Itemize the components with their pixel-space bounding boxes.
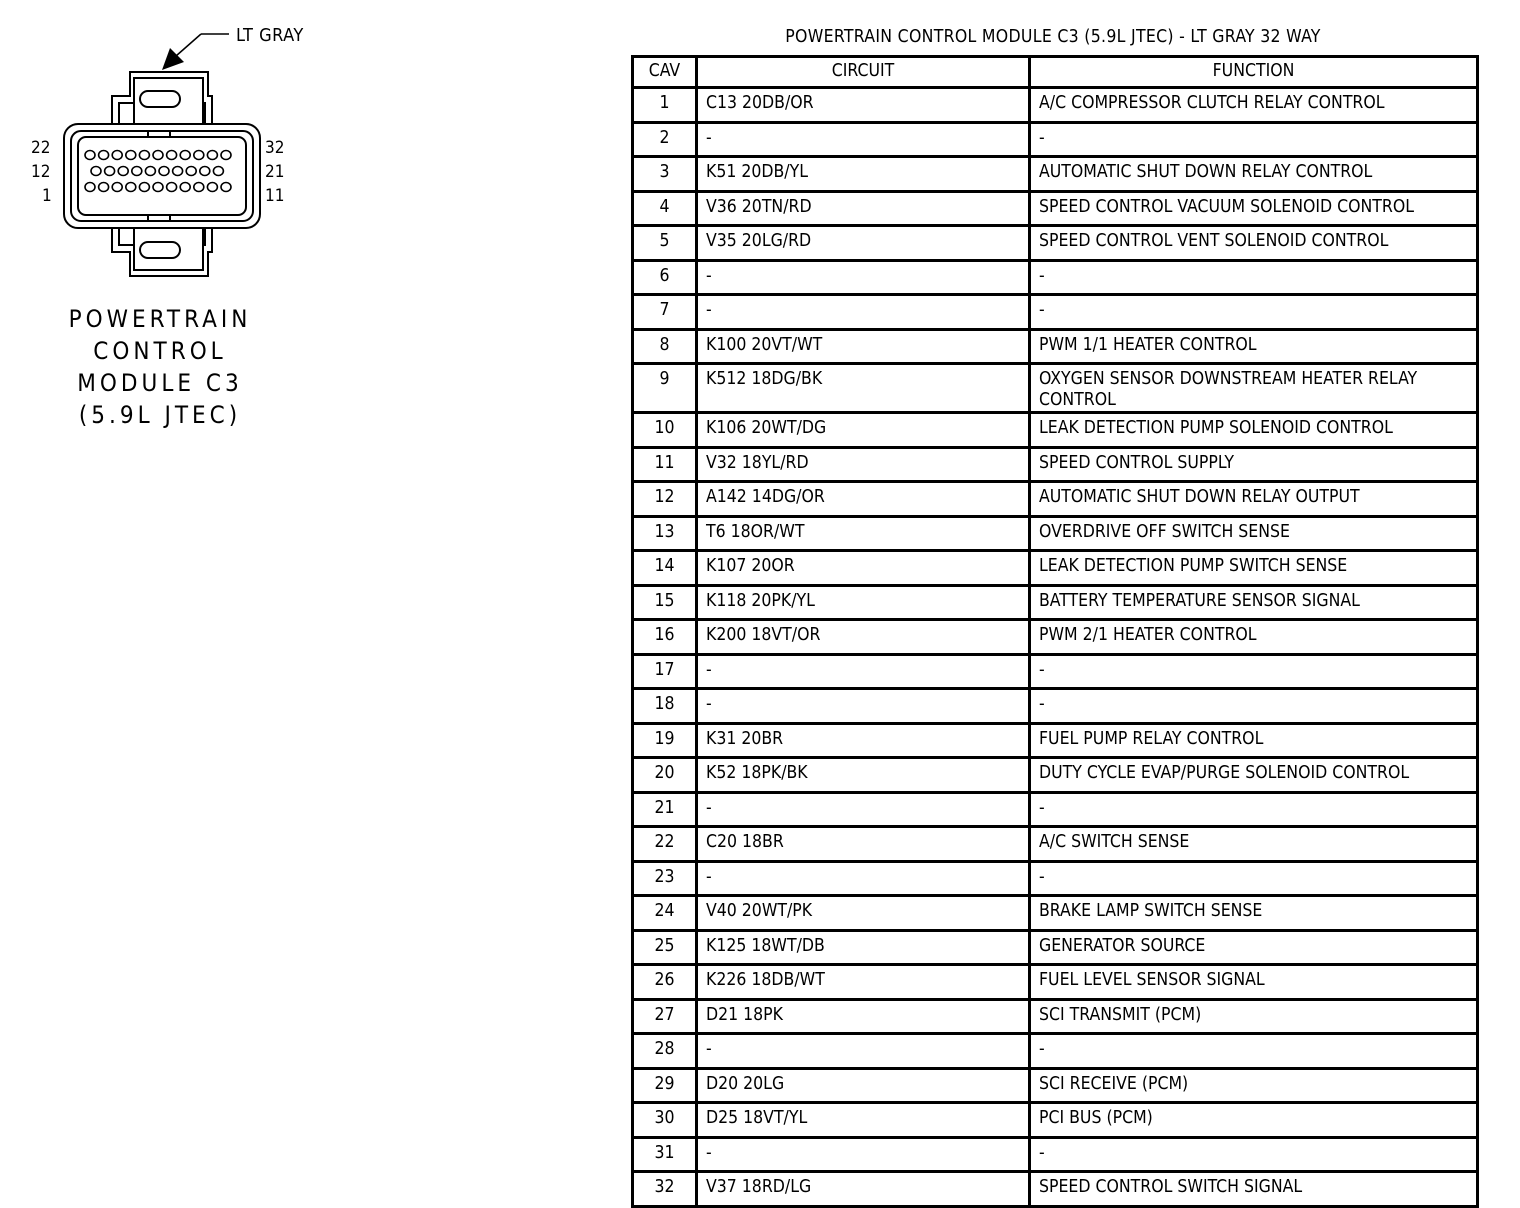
table-row xyxy=(633,1172,1478,1207)
connector-top-latch xyxy=(112,72,212,124)
table-row xyxy=(633,364,1478,413)
function-cell: BATTERY TEMPERATURE SENSOR SIGNAL xyxy=(1030,585,1478,620)
table-row xyxy=(633,585,1478,620)
circuit-cell: C13 20DB/OR xyxy=(697,88,1030,123)
cav-cell: 8 xyxy=(633,329,697,364)
cav-cell: 30 xyxy=(633,1103,697,1138)
cav-cell: 7 xyxy=(633,295,697,330)
cav-cell: 2 xyxy=(633,122,697,157)
table-row xyxy=(633,122,1478,157)
function-cell: A/C COMPRESSOR CLUTCH RELAY CONTROL xyxy=(1030,88,1478,123)
circuit-cell: - xyxy=(697,260,1030,295)
function-cell: AUTOMATIC SHUT DOWN RELAY OUTPUT xyxy=(1030,482,1478,517)
table-row xyxy=(633,999,1478,1034)
function-cell: DUTY CYCLE EVAP/PURGE SOLENOID CONTROL xyxy=(1030,758,1478,793)
function-cell: LEAK DETECTION PUMP SOLENOID CONTROL xyxy=(1030,413,1478,448)
pin-number-right-top: 32 xyxy=(265,138,285,158)
cav-cell: 25 xyxy=(633,930,697,965)
pin-number-right-bottom: 11 xyxy=(265,186,285,206)
circuit-cell: K512 18DG/BK xyxy=(697,364,1030,413)
function-cell: - xyxy=(1030,792,1478,827)
pin-number-left-bottom: 1 xyxy=(42,186,52,206)
cav-cell: 21 xyxy=(633,792,697,827)
circuit-cell: K51 20DB/YL xyxy=(697,157,1030,192)
function-cell: SPEED CONTROL SWITCH SIGNAL xyxy=(1030,1172,1478,1207)
function-cell: SPEED CONTROL VACUUM SOLENOID CONTROL xyxy=(1030,191,1478,226)
function-cell: SCI RECEIVE (PCM) xyxy=(1030,1068,1478,1103)
circuit-cell: D25 18VT/YL xyxy=(697,1103,1030,1138)
table-row xyxy=(633,1068,1478,1103)
circuit-cell: D21 18PK xyxy=(697,999,1030,1034)
circuit-cell: V36 20TN/RD xyxy=(697,191,1030,226)
cav-cell: 26 xyxy=(633,965,697,1000)
cav-cell: 4 xyxy=(633,191,697,226)
table-row xyxy=(633,88,1478,123)
cav-cell: 19 xyxy=(633,723,697,758)
table-row xyxy=(633,1103,1478,1138)
table-row xyxy=(633,654,1478,689)
circuit-cell: - xyxy=(697,861,1030,896)
function-cell: - xyxy=(1030,861,1478,896)
circuit-cell: V37 18RD/LG xyxy=(697,1172,1030,1207)
circuit-cell: - xyxy=(697,1137,1030,1172)
table-row xyxy=(633,896,1478,931)
function-cell: OXYGEN SENSOR DOWNSTREAM HEATER RELAY CONTROL xyxy=(1030,364,1478,413)
circuit-cell: K106 20WT/DG xyxy=(697,413,1030,448)
circuit-cell: K200 18VT/OR xyxy=(697,620,1030,655)
table-row xyxy=(633,930,1478,965)
table-row xyxy=(633,447,1478,482)
module-label-line: POWERTRAIN xyxy=(68,305,252,333)
module-label xyxy=(40,303,280,431)
function-cell: PWM 2/1 HEATER CONTROL xyxy=(1030,620,1478,655)
pin-number-left-middle: 12 xyxy=(31,162,51,182)
cav-cell: 28 xyxy=(633,1034,697,1069)
function-cell: FUEL PUMP RELAY CONTROL xyxy=(1030,723,1478,758)
cav-cell: 32 xyxy=(633,1172,697,1207)
circuit-cell: K107 20OR xyxy=(697,551,1030,586)
circuit-cell: - xyxy=(697,792,1030,827)
function-cell: - xyxy=(1030,260,1478,295)
function-cell: OVERDRIVE OFF SWITCH SENSE xyxy=(1030,516,1478,551)
cav-cell: 11 xyxy=(633,447,697,482)
cav-cell: 29 xyxy=(633,1068,697,1103)
table-row xyxy=(633,965,1478,1000)
function-cell: A/C SWITCH SENSE xyxy=(1030,827,1478,862)
function-cell: - xyxy=(1030,689,1478,724)
table-row xyxy=(633,226,1478,261)
circuit-cell: - xyxy=(697,689,1030,724)
function-cell: GENERATOR SOURCE xyxy=(1030,930,1478,965)
cav-cell: 3 xyxy=(633,157,697,192)
cav-cell: 10 xyxy=(633,413,697,448)
function-cell: SPEED CONTROL VENT SOLENOID CONTROL xyxy=(1030,226,1478,261)
cav-cell: 24 xyxy=(633,896,697,931)
circuit-cell: - xyxy=(697,654,1030,689)
circuit-cell: C20 18BR xyxy=(697,827,1030,862)
connector-body xyxy=(64,124,260,228)
function-cell: - xyxy=(1030,1137,1478,1172)
function-cell: SPEED CONTROL SUPPLY xyxy=(1030,447,1478,482)
circuit-cell: A142 14DG/OR xyxy=(697,482,1030,517)
table-row xyxy=(633,758,1478,793)
circuit-cell: V32 18YL/RD xyxy=(697,447,1030,482)
cav-cell: 27 xyxy=(633,999,697,1034)
table-title: POWERTRAIN CONTROL MODULE C3 (5.9L JTEC) - LT GRAY 32 WAY xyxy=(785,27,1321,47)
circuit-cell: K125 18WT/DB xyxy=(697,930,1030,965)
function-cell: - xyxy=(1030,1034,1478,1069)
function-cell: - xyxy=(1030,654,1478,689)
cav-cell: 20 xyxy=(633,758,697,793)
module-label-line: CONTROL xyxy=(93,337,227,365)
function-cell: SCI TRANSMIT (PCM) xyxy=(1030,999,1478,1034)
circuit-cell: K118 20PK/YL xyxy=(697,585,1030,620)
header-circuit: CIRCUIT xyxy=(697,57,1030,88)
module-label-line: MODULE C3 xyxy=(77,369,243,397)
table-row xyxy=(633,516,1478,551)
connector-bottom-latch xyxy=(112,228,212,276)
function-cell: - xyxy=(1030,295,1478,330)
table-row xyxy=(633,413,1478,448)
table-row xyxy=(633,157,1478,192)
table-row xyxy=(633,1034,1478,1069)
table-row xyxy=(633,482,1478,517)
cav-cell: 12 xyxy=(633,482,697,517)
table-row xyxy=(633,689,1478,724)
pin-number-right-middle: 21 xyxy=(265,162,285,182)
cav-cell: 14 xyxy=(633,551,697,586)
cav-cell: 15 xyxy=(633,585,697,620)
cav-cell: 9 xyxy=(633,364,697,413)
header-function: FUNCTION xyxy=(1030,57,1478,88)
cav-cell: 31 xyxy=(633,1137,697,1172)
function-cell: - xyxy=(1030,122,1478,157)
table-row xyxy=(633,551,1478,586)
table-row xyxy=(633,827,1478,862)
circuit-cell: K100 20VT/WT xyxy=(697,329,1030,364)
table-row xyxy=(633,620,1478,655)
circuit-cell: - xyxy=(697,122,1030,157)
table-row xyxy=(633,329,1478,364)
color-label-leader-arrow xyxy=(162,34,229,70)
cav-cell: 13 xyxy=(633,516,697,551)
pinout-table xyxy=(631,55,1479,1208)
table-row xyxy=(633,295,1478,330)
function-cell: PCI BUS (PCM) xyxy=(1030,1103,1478,1138)
circuit-cell: K31 20BR xyxy=(697,723,1030,758)
function-cell: LEAK DETECTION PUMP SWITCH SENSE xyxy=(1030,551,1478,586)
circuit-cell: - xyxy=(697,1034,1030,1069)
cav-cell: 22 xyxy=(633,827,697,862)
cav-cell: 23 xyxy=(633,861,697,896)
function-cell: PWM 1/1 HEATER CONTROL xyxy=(1030,329,1478,364)
function-cell: BRAKE LAMP SWITCH SENSE xyxy=(1030,896,1478,931)
circuit-cell: K226 18DB/WT xyxy=(697,965,1030,1000)
circuit-cell: V40 20WT/PK xyxy=(697,896,1030,931)
table-row xyxy=(633,861,1478,896)
table-row xyxy=(633,723,1478,758)
pin-number-left-top: 22 xyxy=(31,138,51,158)
table-row xyxy=(633,1137,1478,1172)
table-header-row xyxy=(633,57,1478,88)
cav-cell: 18 xyxy=(633,689,697,724)
circuit-cell: K52 18PK/BK xyxy=(697,758,1030,793)
cav-cell: 17 xyxy=(633,654,697,689)
circuit-cell: V35 20LG/RD xyxy=(697,226,1030,261)
circuit-cell: - xyxy=(697,295,1030,330)
cav-cell: 16 xyxy=(633,620,697,655)
module-label-line: (5.9L JTEC) xyxy=(78,401,242,429)
circuit-cell: T6 18OR/WT xyxy=(697,516,1030,551)
connector-color-label: LT GRAY xyxy=(236,25,304,46)
table-row xyxy=(633,260,1478,295)
cav-cell: 5 xyxy=(633,226,697,261)
cav-cell: 6 xyxy=(633,260,697,295)
header-cav: CAV xyxy=(633,57,697,88)
cav-cell: 1 xyxy=(633,88,697,123)
table-row xyxy=(633,191,1478,226)
table-row xyxy=(633,792,1478,827)
circuit-cell: D20 20LG xyxy=(697,1068,1030,1103)
function-cell: FUEL LEVEL SENSOR SIGNAL xyxy=(1030,965,1478,1000)
function-cell: AUTOMATIC SHUT DOWN RELAY CONTROL xyxy=(1030,157,1478,192)
